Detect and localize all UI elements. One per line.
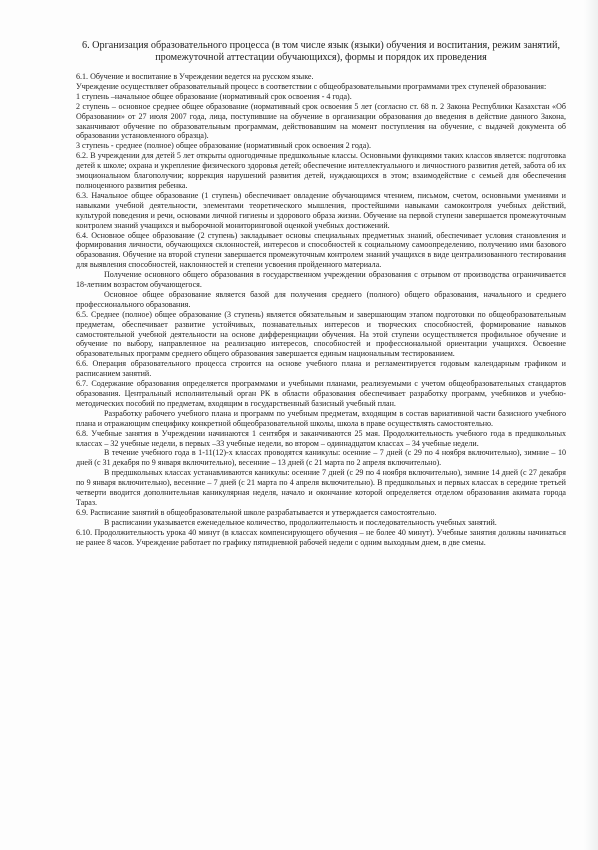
paragraph: 6.8. Учебные занятия в Учреждении начинаются 1 сентября и заканчиваются 25 мая. Продолжительность учебного года в предшкольных классах – 32 учебные недели, в первых –33 учебные недели, во втором – одиннадцатом классах – 34 учебные недели. (76, 428, 566, 448)
paragraph: Основное общее образование является базой для получения среднего (полного) общего образования, начального и среднего профессионального образования. (76, 289, 566, 309)
paragraph: 6.1. Обучение и воспитание в Учреждении ведется на русском языке. (76, 72, 314, 81)
document-body (76, 40, 566, 548)
paragraph: 6.9. Расписание занятий в общеобразовательной школе разрабатывается и утверждается самостоятельно. (76, 507, 437, 517)
section-heading: 6. Организация образовательного процесса (в том числе язык (языки) обучения и воспитания, режим занятий, промежуточной аттестации обучающихся), формы и порядок их проведения (81, 40, 561, 63)
paragraph: 6.4. Основное общее образование (2 ступень) закладывает основы специальных предметных знаний, обеспечивает условия становления и формирования личности, обучающихся склонностей, интересов и способностей к социальному самоопределению, получению ими базового образования. Обучение на второй ступени завершается промежуточным контролем знаний учащихся в виде централизованного тестирования для выявления способностей, наклонностей и степени усвоения пройденного материала. (76, 230, 566, 270)
paragraph: 1 ступень –начальное общее образование (нормативный срок освоения - 4 года). (76, 91, 352, 101)
paragraph: В расписании указывается еженедельное количество, продолжительность и последовательность учебных занятий. (104, 517, 497, 527)
paragraph: В течение учебного года в 1-11(12)-х классах проводятся каникулы: осенние – 7 дней (с 29 по 4 ноября включительно), зимние – 10 дней (с 31 декабря по 9 января включительно), весенние – 13 дней (с 21 марта по 2 апреля включительно). (76, 448, 566, 468)
paragraph: 6.10. Продолжительность урока 40 минут (в классах компенсирующего обучения – не более 40 минут). Учебные занятия должны начинаться не ранее 8 часов. Учреждение работает по графику пятидневной рабочей недели с одним выходным днем, в две смены. (76, 527, 566, 547)
paragraph: Разработку рабочего учебного плана и программ по учебным предметам, входящим в состав вариативной части базисного учебного плана и отражающим специфику конкретной общеобразовательной школы, школа в праве осуществлять самостоятельно. (76, 408, 566, 428)
paragraph: 6.2. В учреждении для детей 5 лет открыты одногодичные предшкольные классы. Основными функциями таких классов является: подготовка детей к школе; охрана и укрепление физического здоровья детей; обеспечение интеллектуального и личностного развития детей, забота об их эмоциональном благополучии; коррекция нарушений развития детей, нуждающихся в этом; взаимодействие с семьей для обеспечения полноценного развития ребенка. (76, 151, 566, 190)
paragraph: 6.6. Операция образовательного процесса строится на основе учебного плана и регламентируется годовым календарным графиком и расписанием занятий. (76, 359, 566, 379)
paragraph: 6.5. Среднее (полное) общее образование (3 ступень) является обязательным и завершающим этапом подготовки по общеобразовательным предметам, обеспечивает развитие устойчивых, познавательных интересов и творческих способностей, формирование навыков самостоятельной учебной деятельности на основе дифференциации обучения. На этой ступени осуществляется профильное обучение и обучение по выбору, направленное на реализацию интересов, способностей и профессиональной ориентации учащихся. Освоение образовательных программ среднего общего образования завершается единым национальным тестированием. (76, 309, 566, 359)
paragraph: В предшкольных классах устанавливаются каникулы: осенние 7 дней (с 29 по 4 ноября включительно), зимние 14 дней (с 27 декабря по 9 января включительно), весенние – 7 дней (с 21 марта по 4 апреля включительно). В предшкольных и первых классах в середине третьей четверти вводится дополнительная каникулярная неделя, начало и окончание которой определяется отделом образования акимата города Тараз. (76, 468, 566, 507)
paragraph: Получение основного общего образования в государственном учреждении образования с отрывом от производства ограничивается 18-летним возрастом обучающегося. (76, 270, 566, 290)
paragraph: 2 ступень – основное среднее общее образование (нормативный срок освоения 5 лет (согласно ст. 68 п. 2 Закона Республики Казахстан «Об Образовании» от 27 июля 2007 года, лица, поступившие на обучение в организации образования до введения в действие данного Закона, заканчивают обучение по образовательным программам, действовавшим на момент поступления на обучение, с выдачей документа об образовании установленного образца). (76, 101, 566, 141)
paragraph: Учреждение осуществляет образовательный процесс в соответствии с общеобразовательными программами трех ступеней образования: (76, 81, 547, 91)
paragraph: 6.7. Содержание образования определяется программами и учебными планами, реализуемыми с учетом общеобразовательных стандартов образования. Центральный исполнительный орган РК в области образования обеспечивает разработку программ, учебников и учебно-методических пособий по предметам, входящим в государственный базисный учебный план. (76, 379, 566, 408)
paragraph: 6.3. Начальное общее образование (1 ступень) обеспечивает овладение обучающимся чтением, письмом, счетом, основными умениями и навыками учебной деятельности, элементами теоретического мышления, простейшими навыками самоконтроля учебных действий, культурой поведения и речи, основами личной гигиены и здорового образа жизни. Обучение на первой ступени завершается промежуточным контролем знаний учащихся и выборочной мониторинговой оценкой учебных достижений. (76, 190, 566, 230)
paragraph: 3 ступень - среднее (полное) общее образование (нормативный срок освоения 2 года). (76, 141, 371, 151)
paragraph-list (76, 72, 566, 548)
